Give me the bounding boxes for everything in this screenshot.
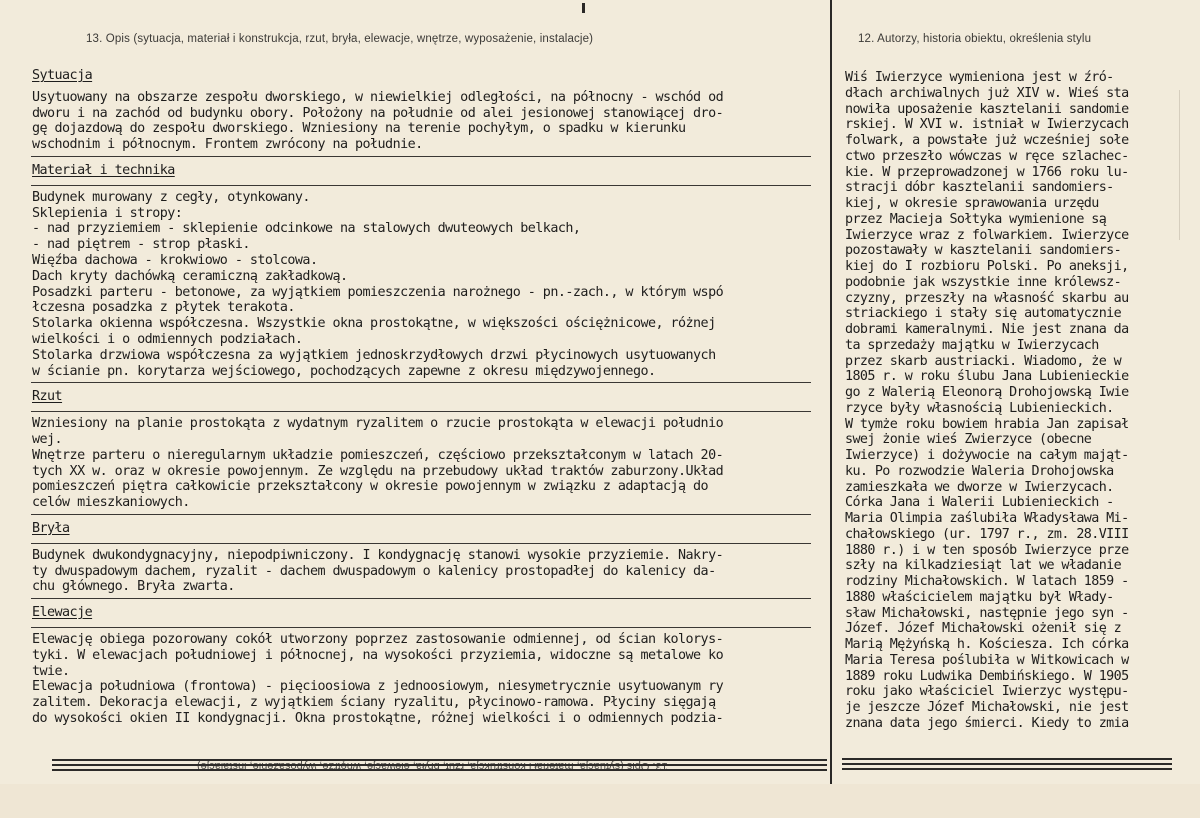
text-line: W tymże roku bowiem hrabia Jan zapisał [845,416,1129,432]
text-line: zamieszkała we dworze w Iwierzycach. [845,479,1114,495]
wave-line [842,758,1172,760]
text-line: wielkości i o odmiennych podziałach. [32,331,303,347]
text-line: rzyce były własnością Lubienieckich. [845,400,1114,416]
section-divider [31,627,811,628]
section-title-bryla: Bryła [32,520,70,536]
text-line: kiej, w okresie sprawowania urzędu [845,196,1099,211]
text-line: 1889 roku Ludwika Dembińskiego. W 1905 [845,668,1129,684]
text-line: podobnie jak wszystkie inne królewsz- [845,274,1122,290]
text-line: dobrami kameralnymi. Nie jest znana da [845,322,1129,337]
section-divider [31,156,811,157]
text-line: Maria Teresa poślubiła w Witkowicach w [845,652,1129,668]
text-line: Budynek murowany z cegły, otynkowany. [32,189,310,205]
text-line: Usytuowany na obszarze zespołu dworskiego, w niewielkiej odległości, na północny - wschód od [32,89,724,105]
text-line: go z Walerią Eleonorą Drohojowską Iwie [845,385,1129,400]
text-line: roku jako właściciel Iwierzyc występu- [845,684,1129,700]
text-line: Stolarka drzwiowa współczesna za wyjątkiem jednoskrzydłowych drzwi płycinowych usytuowanych [32,347,716,363]
wave-line [842,768,1172,770]
text-line: 1805 r. w roku ślubu Jana Lubienieckie [845,369,1129,385]
text-line: Więźba dachowa - krokwiowo - stolcowa. [32,252,318,268]
description-column [32,68,812,727]
text-line: szły na kilkadziesiąt lat we władanie [845,558,1122,574]
text-line: rodziny Michałowskich. W latach 1859 - [845,574,1129,589]
text-line: kie. W przeprowadzonej w 1766 roku lu- [845,164,1129,180]
text-line: przez Macieja Sołtyka wymienione są [845,211,1107,227]
text-line: - nad piętrem - strop płaski. [32,237,250,253]
text-line: ty dwuspadowym dachem, ryzalit - dachem dwuspadowym o kalenicy prostopadłej do kalenicy da- [32,563,716,579]
text-line: pomieszczeń piętra całkowicie przekształcony w okresie powojennym w związku z adaptacją do [32,479,709,495]
column-divider [830,0,832,818]
text-line: łczesna posadzka z płytek terakota. [32,300,295,316]
text-line: Iwierzyce) i dożywocie na całym mająt- [845,448,1129,463]
mirrored-header-text: 13. Opis (sytuacja, materiał i konstrukcja, rzut, bryła, elewacje, wnętrze, wyposażenie, instalacje) [197,760,668,772]
text-line: stracji dóbr kasztelanii sandomiers- [845,180,1114,196]
text-line: Sklepienia i stropy: [32,205,183,221]
text-line: Maria Olimpia zaślubiła Władysława Mi- [845,511,1129,526]
text-line: dłach archiwalnych już XIV w. Wieś sta [845,85,1129,101]
top-registration-mark [582,3,585,13]
section-divider [31,411,811,412]
text-line: ctwo przeszło wówczas w ręce szlachec- [845,148,1129,164]
header-right: 12. Autorzy, historia obiektu, określenia stylu [858,33,1092,45]
text-line: Elewację obiega pozorowany cokół utworzony poprzez zastosowanie odmiennej, od ścian kolorys- [32,631,724,647]
text-line: w ścianie pn. korytarza wejściowego, pochodzących zapewne z okresu międzywojennego. [32,363,656,379]
text-line: Wiś Iwierzyce wymieniona jest w źró- [845,70,1114,85]
section-title-sytuacja: Sytuacja [32,68,93,83]
text-line: pozostawały w kasztelanii sandomiers- [845,243,1122,259]
section-divider [31,598,811,599]
text-line: - nad przyziemiem - sklepienie odcinkowe na stalowych dwuteowych belkach, [32,221,581,237]
text-line: Elewacja południowa (frontowa) - pięcioosiowa z jednoosiowym, niesymetrycznie usytuowanym ry [32,679,724,695]
text-line: Córka Jana i Walerii Lubienieckich - [845,495,1114,511]
text-line: tych XX w. oraz w okresie powojennym. Ze względu na przebudowy układ traktów zaburzony.Układ [32,463,724,479]
section-divider [31,543,811,544]
text-line: chałowskiego (ur. 1797 r., zm. 28.VIII [845,526,1129,542]
mirrored-footer [52,757,827,779]
edge-mark [1179,90,1186,240]
text-line: wschodnim i północnym. Frontem zwrócony na południe. [32,137,423,153]
text-line: nowiła uposażenie kasztelanii sandomie [845,101,1129,117]
text-line: 1880 właścicielem majątku był Włady- [845,589,1114,605]
text-line: Dach kryty dachówką ceramiczną zakładkową. [32,268,348,284]
section-body-material [32,190,812,380]
text-line: czyzny, przeszły na własność skarbu au [845,290,1129,306]
text-line: sław Michałowski, następnie jego syn - [845,605,1129,621]
text-line: Budynek dwukondygnacyjny, niepodpiwniczony. I kondygnację stanowi wysokie przyziemie. Nakry- [32,547,724,563]
text-line: Stolarka okienna współczesna. Wszystkie okna prostokątne, w większości ościężnicowe, różnej [32,316,716,332]
section-title-elewacje: Elewacje [32,605,93,621]
section-divider [31,382,811,383]
section-body-bryla [32,548,812,595]
text-line: ta sprzedaży majątku w Iwierzycach [845,337,1099,353]
wave-line [842,763,1172,765]
text-line: kiej do I rozbioru Polski. Po aneksji, [845,259,1129,274]
section-title-material: Materiał i technika [32,162,175,178]
text-line: rskiej. W XVI w. istniał w Iwierzycach [845,117,1129,133]
section-body-sytuacja [32,90,812,153]
text-line: chu głównego. Bryła zwarta. [32,579,235,595]
bottom-band [0,784,1200,818]
text-line: je jeszcze Józef Michałowski, nie jest [845,700,1129,715]
section-body-elewacje [32,632,812,727]
text-line: zalitem. Dekoracja elewacji, z wyjątkiem ściany ryzalitu, płycinowo-ramowa. Płyciny sięgają [32,695,716,711]
header-left: 13. Opis (sytuacja, materiał i konstrukcja, rzut, bryła, elewacje, wnętrze, wyposażenie, instalacje) [86,33,594,45]
text-line: wej. [32,431,63,447]
text-line: tyki. W elewacjach południowej i północnej, na wysokości przyziemia, widoczne są metalowe ko [32,647,724,663]
text-line: swej żonie wieś Zwierzyce (obecne [845,432,1092,448]
section-title-rzut: Rzut [32,389,63,405]
text-line: striackiego i stały się automatycznie [845,306,1122,322]
text-line: znana data jego śmierci. Kiedy to zmia [845,715,1129,731]
text-line: dworu i na zachód od budynku obory. Położony na południe od alei jesionowej stanowiącej dro- [32,105,724,121]
text-line: twie. [32,663,70,679]
section-body-rzut [32,416,812,511]
text-line: 1880 r.) i w ten sposób Iwierzyce prze [845,542,1129,558]
text-line: Posadzki parteru - betonowe, za wyjątkiem pomieszczenia narożnego - pn.-zach., w którym wspó [32,284,724,300]
text-line: Marią Mężyńską h. Kościesza. Ich córka [845,637,1129,652]
text-line: ku. Po rozwodzie Waleria Drohojowska [845,463,1114,479]
text-line: przez skarb austriacki. Wiadomo, że w [845,353,1122,369]
right-footer-wave [842,752,1172,782]
section-divider [31,185,811,186]
text-line: Józef. Józef Michałowski ożenił się z [845,621,1122,637]
text-line: Iwierzyce wraz z folwarkiem. Iwierzyce [845,227,1129,243]
text-line: celów mieszkaniowych. [32,495,190,511]
text-line: gę dojazdową do zespołu dworskiego. Wzniesiony na terenie pochyłym, o spadku w kierunku [32,121,686,137]
section-divider [31,514,811,515]
history-column [845,70,1173,732]
text-line: Wnętrze parteru o nieregularnym układzie pomieszczeń, częściowo przekształconym w latach 20- [32,447,724,463]
text-line: folwark, a powstałe już wcześniej sołe [845,133,1129,148]
text-line: do wysokości okien II kondygnacji. Okna prostokątne, różnej wielkości i o odmiennych podzia- [32,710,724,726]
text-line: Wzniesiony na planie prostokąta z wydatnym ryzalitem o rzucie prostokąta w elewacji południo [32,416,724,432]
